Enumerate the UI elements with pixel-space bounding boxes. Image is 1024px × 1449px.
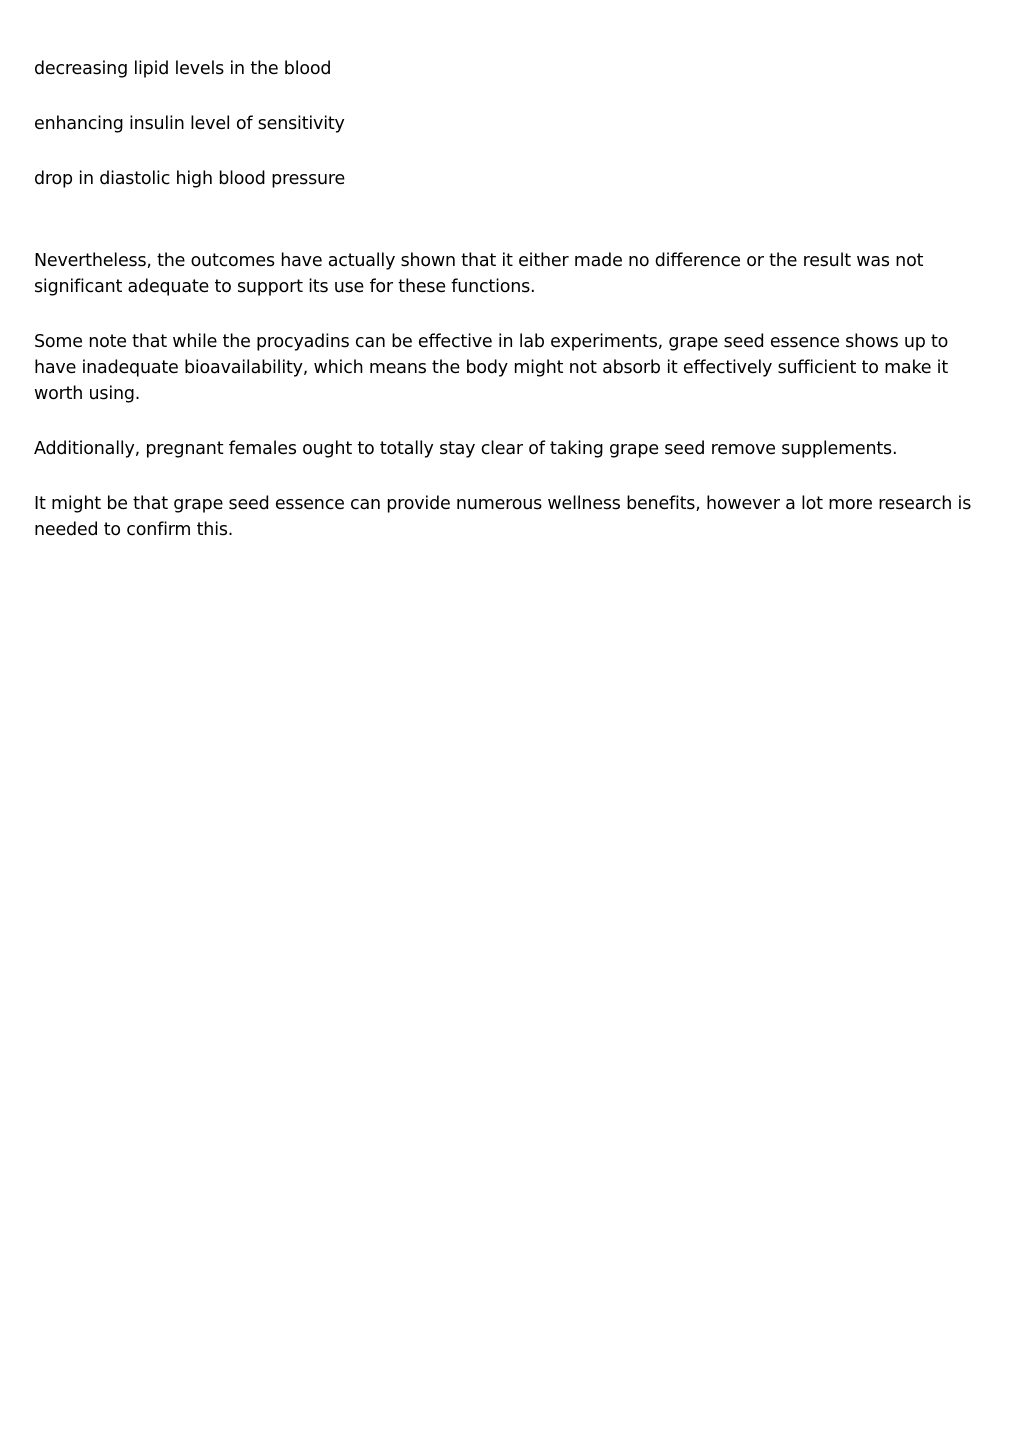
paragraph-outcomes: Nevertheless, the outcomes have actually shown that it either made no difference or the result was not significant adequate to support its use for these functions. [34,251,924,297]
paragraph-conclusion: It might be that grape seed essence can provide numerous wellness benefits, however a lot more research is needed to confirm this. [34,494,972,540]
benefit-list [34,56,994,192]
paragraph-pregnancy-warning: Additionally, pregnant females ought to totally stay clear of taking grape seed remove supplements. [34,439,898,459]
list-item: drop in diastolic high blood pressure [34,169,346,189]
paragraph-bioavailability: Some note that while the procyadins can be effective in lab experiments, grape seed essence shows up to have inadequate bioavailability, which means the body might not absorb it effectively sufficient to make it worth using. [34,332,949,404]
list-item: enhancing insulin level of sensitivity [34,114,345,134]
list-item: decreasing lipid levels in the blood [34,59,332,79]
document-page [34,56,994,572]
